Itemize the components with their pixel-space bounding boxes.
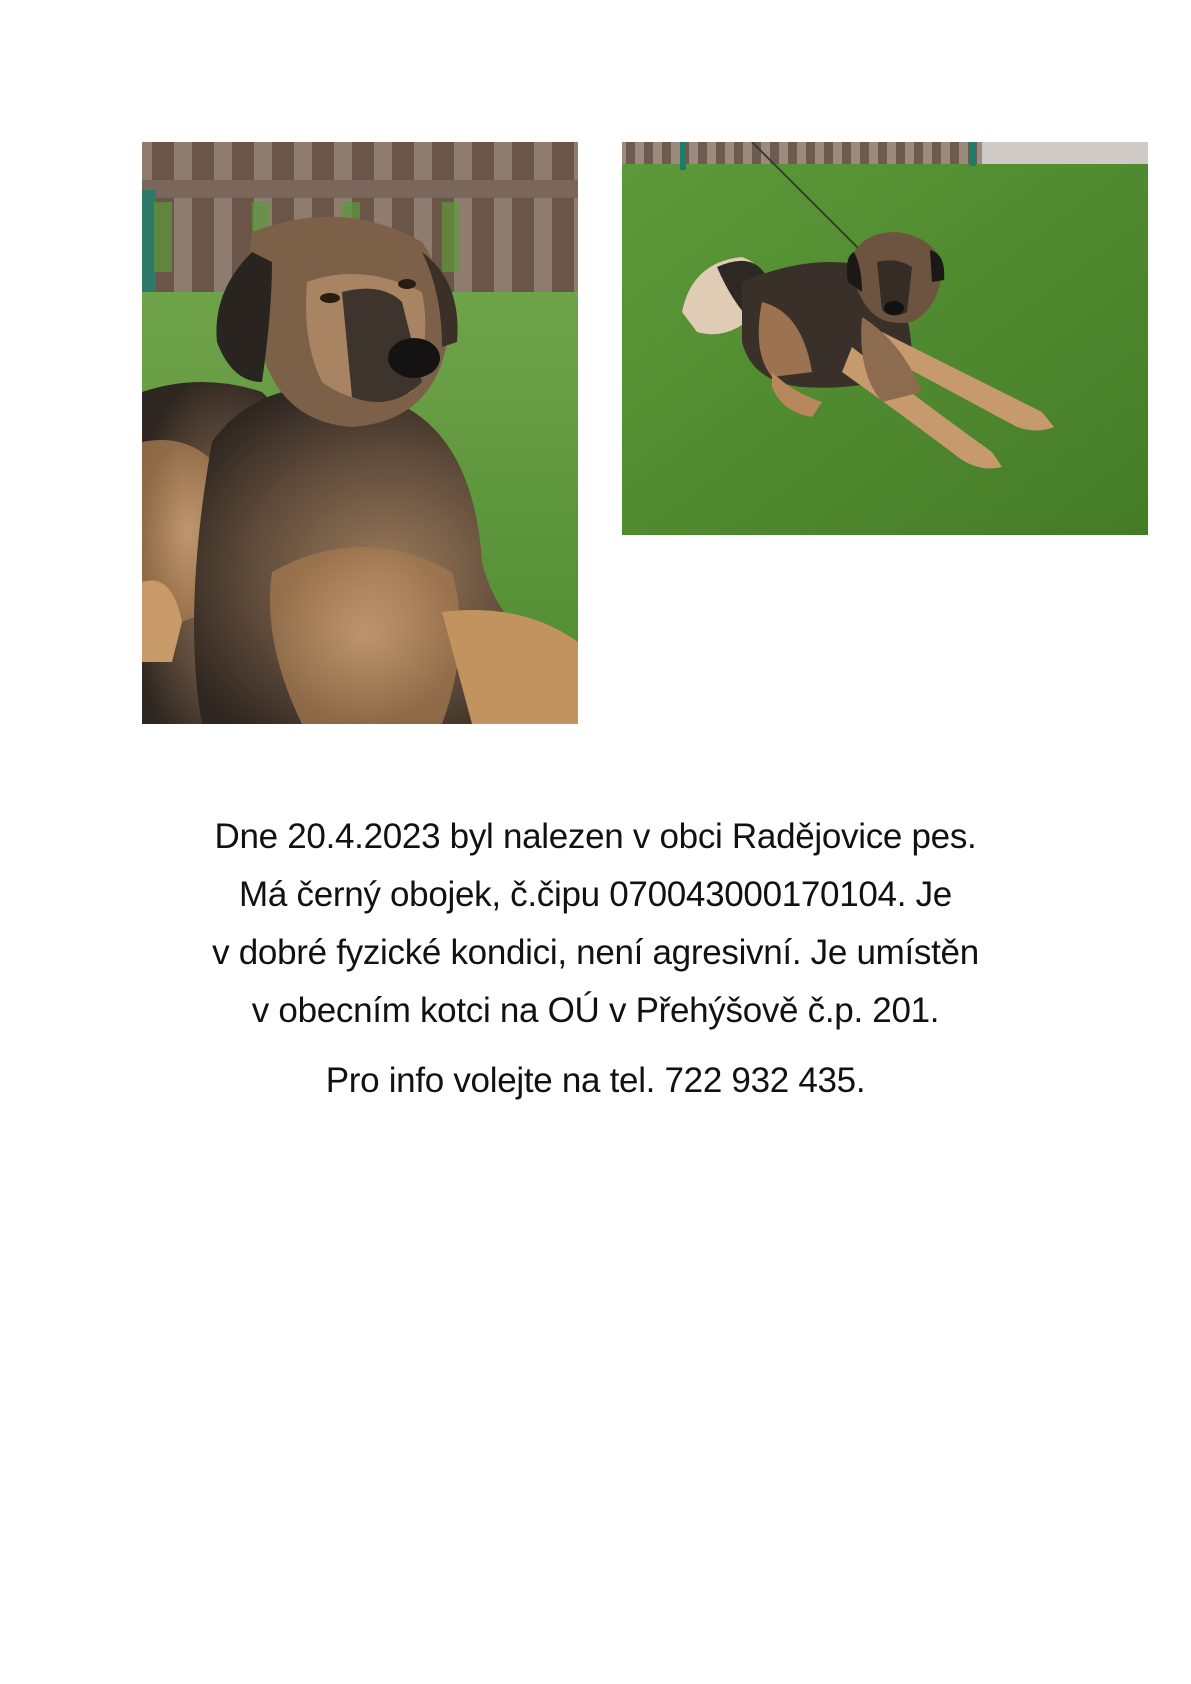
dog-portrait-photo xyxy=(142,142,578,724)
dog-on-lawn-image xyxy=(622,142,1148,535)
notice-line-found: Dne 20.4.2023 byl nalezen v obci Radějovice pes. xyxy=(214,817,977,856)
found-dog-notice xyxy=(100,808,1091,1110)
notice-line-location: v obecním kotci na OÚ v Přehýšově č.p. 201. xyxy=(251,991,940,1030)
notice-contact-phone: Pro info volejte na tel. 722 932 435. xyxy=(325,1061,866,1100)
dog-lying-on-lawn-photo xyxy=(622,142,1148,535)
notice-line-collar-chip: Má černý obojek, č.čipu 070043000170104. Je xyxy=(239,875,952,914)
notice-line-condition: v dobré fyzické kondici, není agresivní. Je umístěn xyxy=(212,933,979,972)
dog-portrait-image xyxy=(142,142,578,724)
